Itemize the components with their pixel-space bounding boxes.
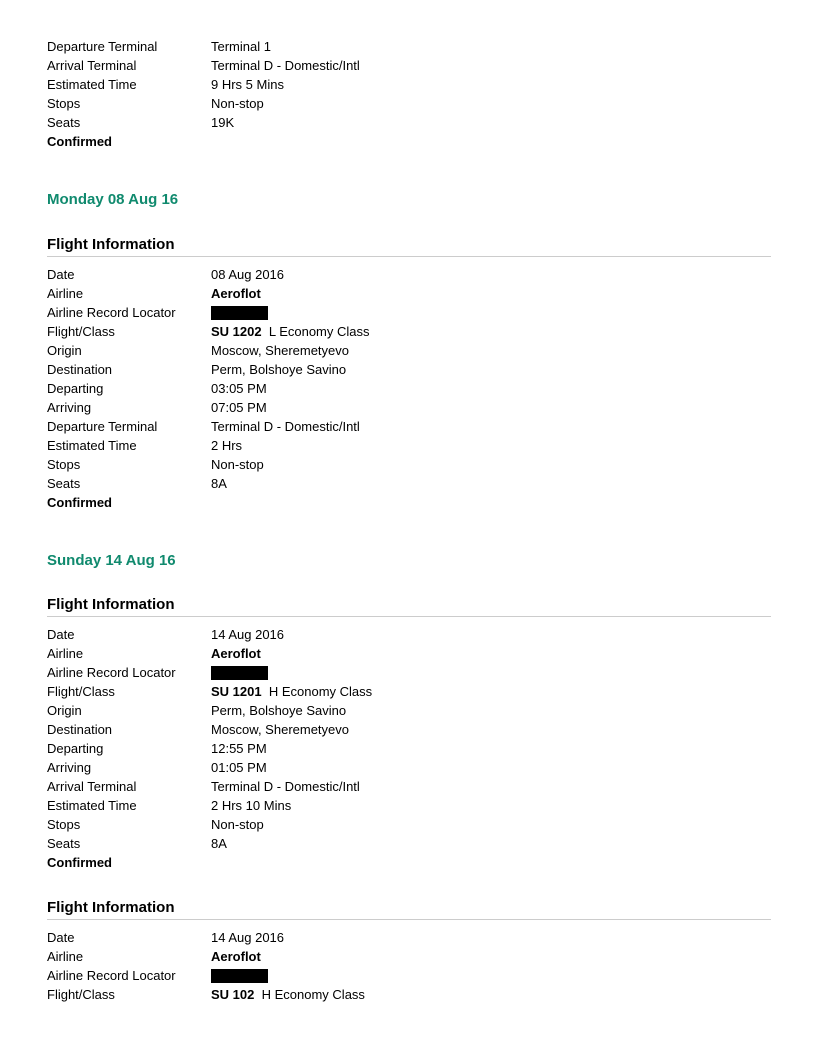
section-title: Flight Information xyxy=(47,899,175,916)
row-label: Departure Terminal xyxy=(47,419,158,434)
row-value: Aeroflot xyxy=(211,949,261,964)
redaction-block xyxy=(211,969,268,983)
row-value: Terminal D - Domestic/Intl xyxy=(211,58,360,73)
row-label: Estimated Time xyxy=(47,77,137,92)
status-confirmed: Confirmed xyxy=(47,495,112,510)
row-label: Origin xyxy=(47,343,82,358)
row-label: Departing xyxy=(47,741,104,756)
row-label: Departing xyxy=(47,381,104,396)
flight-number: SU 1201 xyxy=(211,684,262,699)
row-label: Airline xyxy=(47,949,84,964)
row-label: Airline Record Locator xyxy=(47,305,176,320)
row-value: 08 Aug 2016 xyxy=(211,267,285,282)
row-label: Estimated Time xyxy=(47,798,137,813)
flight-class: H Economy Class xyxy=(261,987,365,1002)
row-value: 01:05 PM xyxy=(211,760,267,775)
row-value xyxy=(211,663,268,682)
row-label: Arrival Terminal xyxy=(47,779,137,794)
day-heading: Monday 08 Aug 16 xyxy=(47,191,179,208)
row-value: Perm, Bolshoye Savino xyxy=(211,703,347,718)
row-value: 07:05 PM xyxy=(211,400,267,415)
row-label: Airline Record Locator xyxy=(47,665,176,680)
row-value: Aeroflot xyxy=(211,646,261,661)
row-value: 2 Hrs 10 Mins xyxy=(211,798,292,813)
row-label: Stops xyxy=(47,457,81,472)
divider xyxy=(47,616,771,617)
row-value: Non-stop xyxy=(211,817,264,832)
section-title: Flight Information xyxy=(47,236,175,253)
row-value: 14 Aug 2016 xyxy=(211,930,285,945)
row-label: Stops xyxy=(47,96,81,111)
row-label: Arriving xyxy=(47,400,92,415)
row-value: Non-stop xyxy=(211,96,264,111)
row-label: Estimated Time xyxy=(47,438,137,453)
row-value xyxy=(211,966,268,985)
row-value: Perm, Bolshoye Savino xyxy=(211,362,347,377)
flight-number: SU 102 xyxy=(211,987,255,1002)
row-value: Terminal D - Domestic/Intl xyxy=(211,419,360,434)
row-label: Airline Record Locator xyxy=(47,968,176,983)
row-label: Arriving xyxy=(47,760,92,775)
row-value xyxy=(211,985,365,1004)
section-title: Flight Information xyxy=(47,596,175,613)
row-value: 8A xyxy=(211,836,227,851)
row-label: Seats xyxy=(47,476,81,491)
row-label: Origin xyxy=(47,703,82,718)
row-value: Non-stop xyxy=(211,457,264,472)
day-heading: Sunday 14 Aug 16 xyxy=(47,552,176,569)
divider xyxy=(47,919,771,920)
row-value: 8A xyxy=(211,476,227,491)
row-value: Terminal D - Domestic/Intl xyxy=(211,779,360,794)
row-value: 2 Hrs xyxy=(211,438,243,453)
row-label: Date xyxy=(47,267,75,282)
row-label: Departure Terminal xyxy=(47,39,158,54)
row-label: Seats xyxy=(47,115,81,130)
row-label: Arrival Terminal xyxy=(47,58,137,73)
row-label: Seats xyxy=(47,836,81,851)
row-value xyxy=(211,303,268,322)
row-value: Terminal 1 xyxy=(211,39,271,54)
row-label: Destination xyxy=(47,722,113,737)
status-confirmed: Confirmed xyxy=(47,855,112,870)
flight-class: L Economy Class xyxy=(268,324,370,339)
row-value: Moscow, Sheremetyevo xyxy=(211,343,350,358)
row-value: 03:05 PM xyxy=(211,381,267,396)
row-label: Date xyxy=(47,627,75,642)
divider xyxy=(47,256,771,257)
status-confirmed: Confirmed xyxy=(47,134,112,149)
row-value: 12:55 PM xyxy=(211,741,267,756)
flight-number: SU 1202 xyxy=(211,324,262,339)
row-value: Moscow, Sheremetyevo xyxy=(211,722,350,737)
redaction-block xyxy=(211,306,268,320)
redaction-block xyxy=(211,666,268,680)
row-value: 19K xyxy=(211,115,235,130)
row-label: Airline xyxy=(47,646,84,661)
row-label: Date xyxy=(47,930,75,945)
row-value xyxy=(211,682,372,701)
row-label: Flight/Class xyxy=(47,324,115,339)
row-label: Flight/Class xyxy=(47,987,115,1002)
row-value xyxy=(211,322,370,341)
row-label: Stops xyxy=(47,817,81,832)
row-label: Flight/Class xyxy=(47,684,115,699)
row-label: Airline xyxy=(47,286,84,301)
row-value: 9 Hrs 5 Mins xyxy=(211,77,284,92)
flight-class: H Economy Class xyxy=(268,684,373,699)
row-label: Destination xyxy=(47,362,113,377)
row-value: Aeroflot xyxy=(211,286,261,301)
row-value: 14 Aug 2016 xyxy=(211,627,285,642)
